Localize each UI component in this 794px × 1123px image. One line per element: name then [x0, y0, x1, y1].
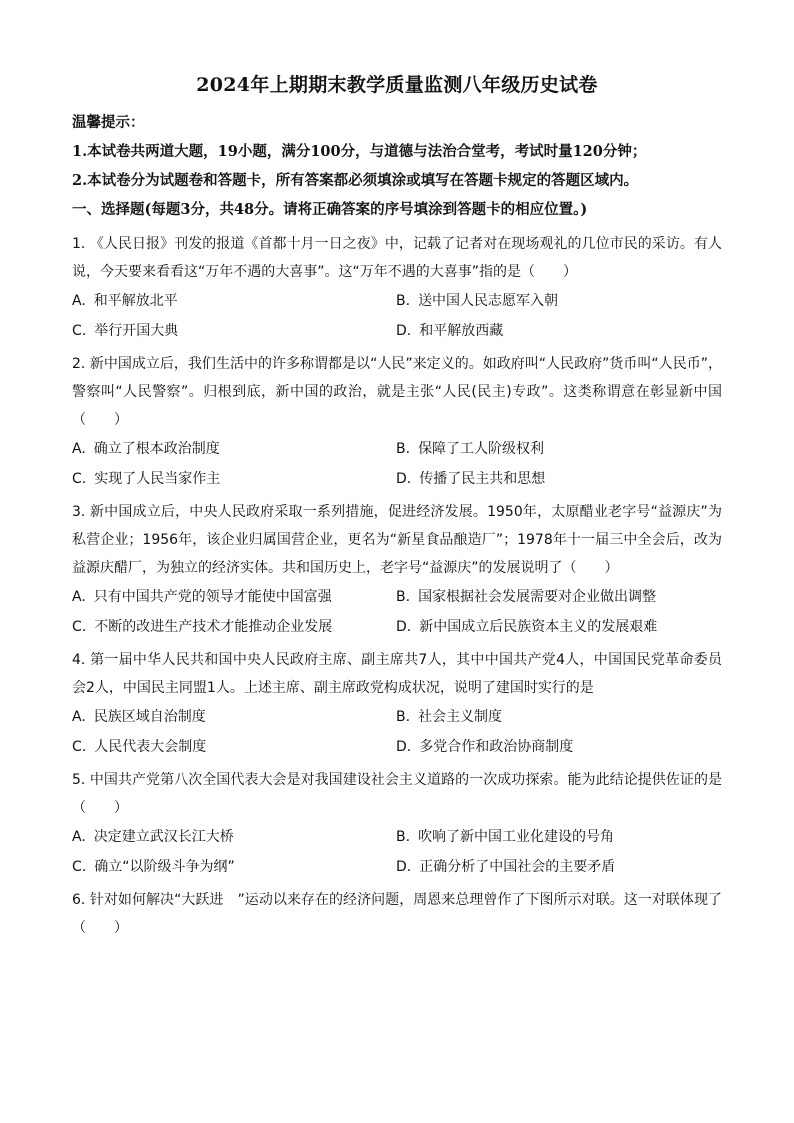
option-text: 举行开国大典 [94, 323, 179, 339]
option-grid [72, 822, 722, 882]
option-b[interactable] [396, 434, 720, 464]
option-grid [72, 582, 722, 642]
option-text: 保障了工人阶级权利 [418, 441, 545, 457]
option-text: 多党合作和政治协商制度 [419, 739, 574, 755]
option-d[interactable] [396, 612, 720, 642]
question-stem: 3. 新中国成立后，中央人民政府采取一系列措施，促进经济发展。1950年，太原醋业老字号“益源庆”为私营企业；1956年，该企业归属国营企业，更名为“新星食品酿造厂”；1978年十一届三中全会后，改为益源庆醋厂，为独立的经济实体。共和国历史上，老字号“益源庆”的发展说明了（ ） [72, 504, 722, 576]
option-text: 正确分析了中国社会的主要矛盾 [419, 859, 616, 875]
option-text: 送中国人民志愿军入朝 [418, 293, 559, 309]
option-letter: B. [396, 829, 411, 845]
option-text: 社会主义制度 [418, 709, 503, 725]
option-letter: A. [72, 829, 86, 845]
option-letter: B. [396, 589, 411, 605]
option-text: 不断的改进生产技术才能推动企业发展 [94, 619, 333, 635]
option-d[interactable] [396, 852, 720, 882]
option-b[interactable] [396, 582, 720, 612]
question-6 [72, 886, 722, 942]
option-text: 确立“以阶级斗争为纲” [94, 859, 235, 875]
option-letter: C. [72, 323, 87, 339]
option-letter: B. [396, 709, 411, 725]
option-letter: D. [396, 739, 412, 755]
option-letter: C. [72, 859, 87, 875]
option-a[interactable] [72, 582, 396, 612]
option-grid [72, 286, 722, 346]
option-d[interactable] [396, 464, 720, 494]
option-letter: B. [396, 293, 411, 309]
option-d[interactable] [396, 732, 720, 762]
option-b[interactable] [396, 286, 720, 316]
question-2 [72, 350, 722, 494]
option-text: 民族区域自治制度 [93, 709, 206, 725]
option-c[interactable] [72, 732, 396, 762]
option-letter: A. [72, 709, 86, 725]
option-text: 传播了民主共和思想 [419, 471, 546, 487]
option-c[interactable] [72, 852, 396, 882]
option-a[interactable] [72, 434, 396, 464]
option-b[interactable] [396, 702, 720, 732]
option-letter: C. [72, 619, 87, 635]
option-text: 新中国成立后民族资本主义的发展艰难 [419, 619, 658, 635]
notice-line-1: 1.本试卷共两道大题，19小题，满分100分，与道德与法治合堂考，考试时量120分钟； [72, 143, 647, 160]
option-letter: A. [72, 293, 86, 309]
option-a[interactable] [72, 822, 396, 852]
option-letter: C. [72, 739, 87, 755]
section-heading: 一、选择题(每题3分，共48分。请将正确答案的序号填涂到答题卡的相应位置。) [72, 201, 588, 218]
question-stem: 5. 中国共产党第八次全国代表大会是对我国建设社会主义道路的一次成功探索。能为此结论提供佐证的是（ ） [72, 772, 722, 816]
question-1 [72, 230, 722, 346]
option-text: 实现了人民当家作主 [94, 471, 221, 487]
question-stem: 1. 《人民日报》刊发的报道《首都十月一日之夜》中，记载了记者对在现场观礼的几位市民的采访。有人说，今天要来看看这“万年不遇的大喜事”。这“万年不遇的大喜事”指的是（ ） [72, 236, 722, 280]
option-d[interactable] [396, 316, 720, 346]
option-letter: D. [396, 619, 412, 635]
option-letter: D. [396, 471, 412, 487]
option-letter: A. [72, 441, 86, 457]
question-stem: 6. 针对如何解决“大跃进 ”运动以来存在的经济问题，周恩来总理曾作了下图所示对联。这一对联体现了（ ） [72, 892, 722, 936]
question-stem: 2. 新中国成立后，我们生活中的许多称谓都是以“人民”来定义的。如政府叫“人民政府”货币叫“人民币”，警察叫“人民警察”。归根到底，新中国的政治，就是主张“人民(民主)专政”。这类称谓意在彰显新中国（ ） [72, 356, 722, 428]
option-text: 和平解放西藏 [419, 323, 504, 339]
option-c[interactable] [72, 464, 396, 494]
question-stem: 4. 第一届中华人民共和国中央人民政府主席、副主席共7人，其中中国共产党4人，中国国民党革命委员会2人，中国民主同盟1人。上述主席、副主席政党构成状况，说明了建国时实行的是 [72, 652, 722, 696]
option-c[interactable] [72, 612, 396, 642]
notice-line-2: 2.本试卷分为试题卷和答题卡，所有答案都必须填涂或填写在答题卡规定的答题区域内。 [72, 172, 639, 189]
option-text: 人民代表大会制度 [94, 739, 207, 755]
option-letter: D. [396, 859, 412, 875]
option-b[interactable] [396, 822, 720, 852]
question-5 [72, 766, 722, 882]
option-text: 和平解放北平 [93, 293, 178, 309]
option-letter: B. [396, 441, 411, 457]
option-text: 国家根据社会发展需要对企业做出调整 [418, 589, 657, 605]
exam-title: 2024年上期期末教学质量监测八年级历史试卷 [196, 74, 598, 96]
option-text: 只有中国共产党的领导才能使中国富强 [93, 589, 332, 605]
question-3 [72, 498, 722, 642]
option-text: 决定建立武汉长江大桥 [93, 829, 234, 845]
option-grid [72, 434, 722, 494]
option-grid [72, 702, 722, 762]
option-letter: D. [396, 323, 412, 339]
option-c[interactable] [72, 316, 396, 346]
option-letter: C. [72, 471, 87, 487]
option-letter: A. [72, 589, 86, 605]
option-text: 确立了根本政治制度 [93, 441, 220, 457]
option-text: 吹响了新中国工业化建设的号角 [418, 829, 615, 845]
option-a[interactable] [72, 286, 396, 316]
question-4 [72, 646, 722, 762]
option-a[interactable] [72, 702, 396, 732]
notice-heading: 温馨提示： [72, 114, 145, 131]
